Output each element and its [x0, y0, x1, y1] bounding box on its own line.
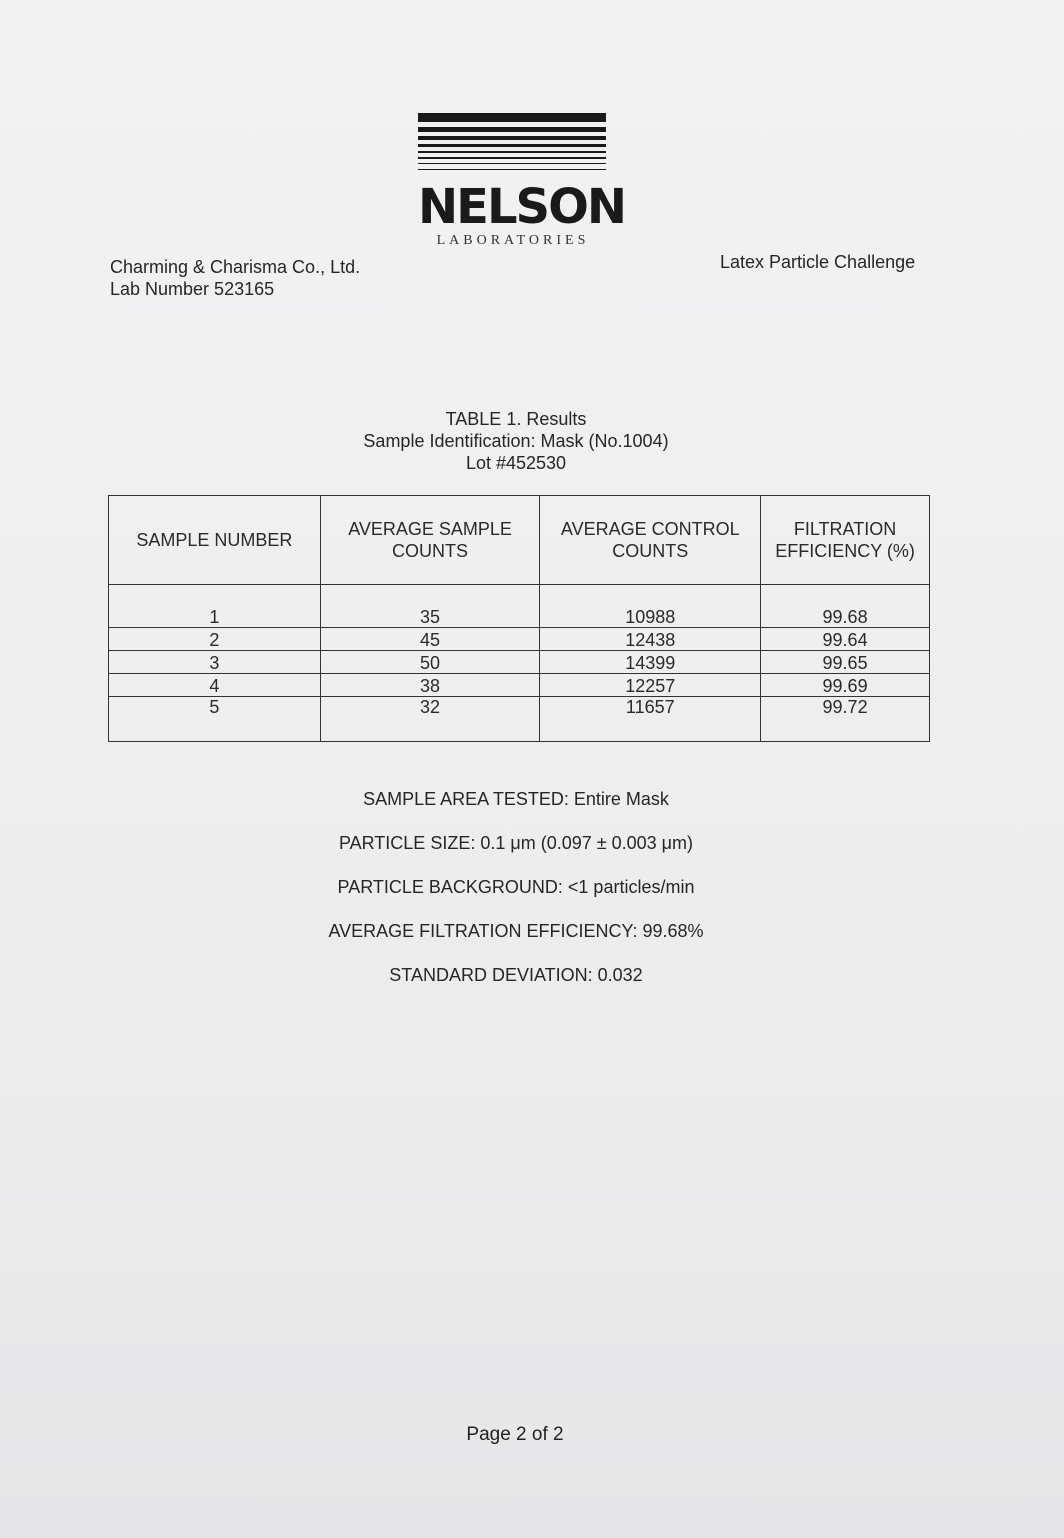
cell-sample-number: 2	[109, 628, 321, 651]
table-title: TABLE 1. Results	[445, 409, 587, 429]
cell-control-counts: 10988	[540, 585, 761, 628]
cell-sample-number: 4	[109, 674, 321, 697]
cell-efficiency: 99.64	[761, 628, 930, 651]
logo-stripe	[418, 113, 606, 122]
cell-control-counts: 12438	[540, 628, 761, 651]
table-caption	[280, 408, 752, 474]
table-header-row	[109, 496, 930, 585]
lot-number: Lot #452530	[465, 453, 567, 473]
sample-area-tested: SAMPLE AREA TESTED: Entire Mask	[363, 789, 669, 809]
cell-control-counts: 11657	[540, 697, 761, 742]
test-summary	[200, 788, 832, 1008]
cell-efficiency: 99.65	[761, 651, 930, 674]
logo-stripe	[418, 157, 606, 159]
cell-efficiency: 99.72	[761, 697, 930, 742]
average-filtration-efficiency: AVERAGE FILTRATION EFFICIENCY: 99.68%	[328, 921, 704, 941]
logo-stripe	[418, 127, 606, 132]
cell-sample-counts: 38	[320, 674, 540, 697]
cell-sample-number: 3	[109, 651, 321, 674]
logo-subtitle: LABORATORIES	[436, 233, 590, 248]
cell-efficiency: 99.69	[761, 674, 930, 697]
sample-identification: Sample Identification: Mask (No.1004)	[363, 431, 669, 451]
lab-number: Lab Number 523165	[110, 279, 275, 299]
table-row	[109, 585, 930, 628]
client-name: Charming & Charisma Co., Ltd.	[110, 257, 361, 277]
cell-sample-counts: 45	[320, 628, 540, 651]
logo-wordmark: NELSON	[418, 179, 626, 235]
logo-stripe	[418, 136, 606, 140]
page-number: Page 2 of 2	[466, 1424, 564, 1445]
header-average-sample-counts: AVERAGE SAMPLE COUNTS	[320, 496, 540, 585]
header-filtration-efficiency: FILTRATION EFFICIENCY (%)	[761, 496, 930, 585]
standard-deviation: STANDARD DEVIATION: 0.032	[389, 965, 643, 985]
table-row	[109, 651, 930, 674]
table-row	[109, 628, 930, 651]
header-sample-number: SAMPLE NUMBER	[109, 496, 321, 585]
cell-control-counts: 14399	[540, 651, 761, 674]
logo-stripe	[418, 144, 606, 147]
cell-sample-counts: 35	[320, 585, 540, 628]
cell-control-counts: 12257	[540, 674, 761, 697]
logo-stripe	[418, 163, 606, 164]
test-name: Latex Particle Challenge	[720, 252, 916, 272]
results-table	[108, 495, 930, 742]
cell-sample-counts: 50	[320, 651, 540, 674]
cell-efficiency: 99.68	[761, 585, 930, 628]
table-row	[109, 697, 930, 742]
table-row	[109, 674, 930, 697]
header-average-control-counts: AVERAGE CONTROL COUNTS	[540, 496, 761, 585]
logo-stripe	[418, 169, 606, 170]
cell-sample-number: 5	[109, 697, 321, 742]
cell-sample-number: 1	[109, 585, 321, 628]
client-block	[110, 256, 360, 300]
logo-stripe	[418, 151, 606, 153]
nelson-logo	[418, 113, 626, 253]
particle-size: PARTICLE SIZE: 0.1 μm (0.097 ± 0.003 μm)	[338, 833, 694, 853]
cell-sample-counts: 32	[320, 697, 540, 742]
particle-background: PARTICLE BACKGROUND: <1 particles/min	[337, 877, 695, 897]
